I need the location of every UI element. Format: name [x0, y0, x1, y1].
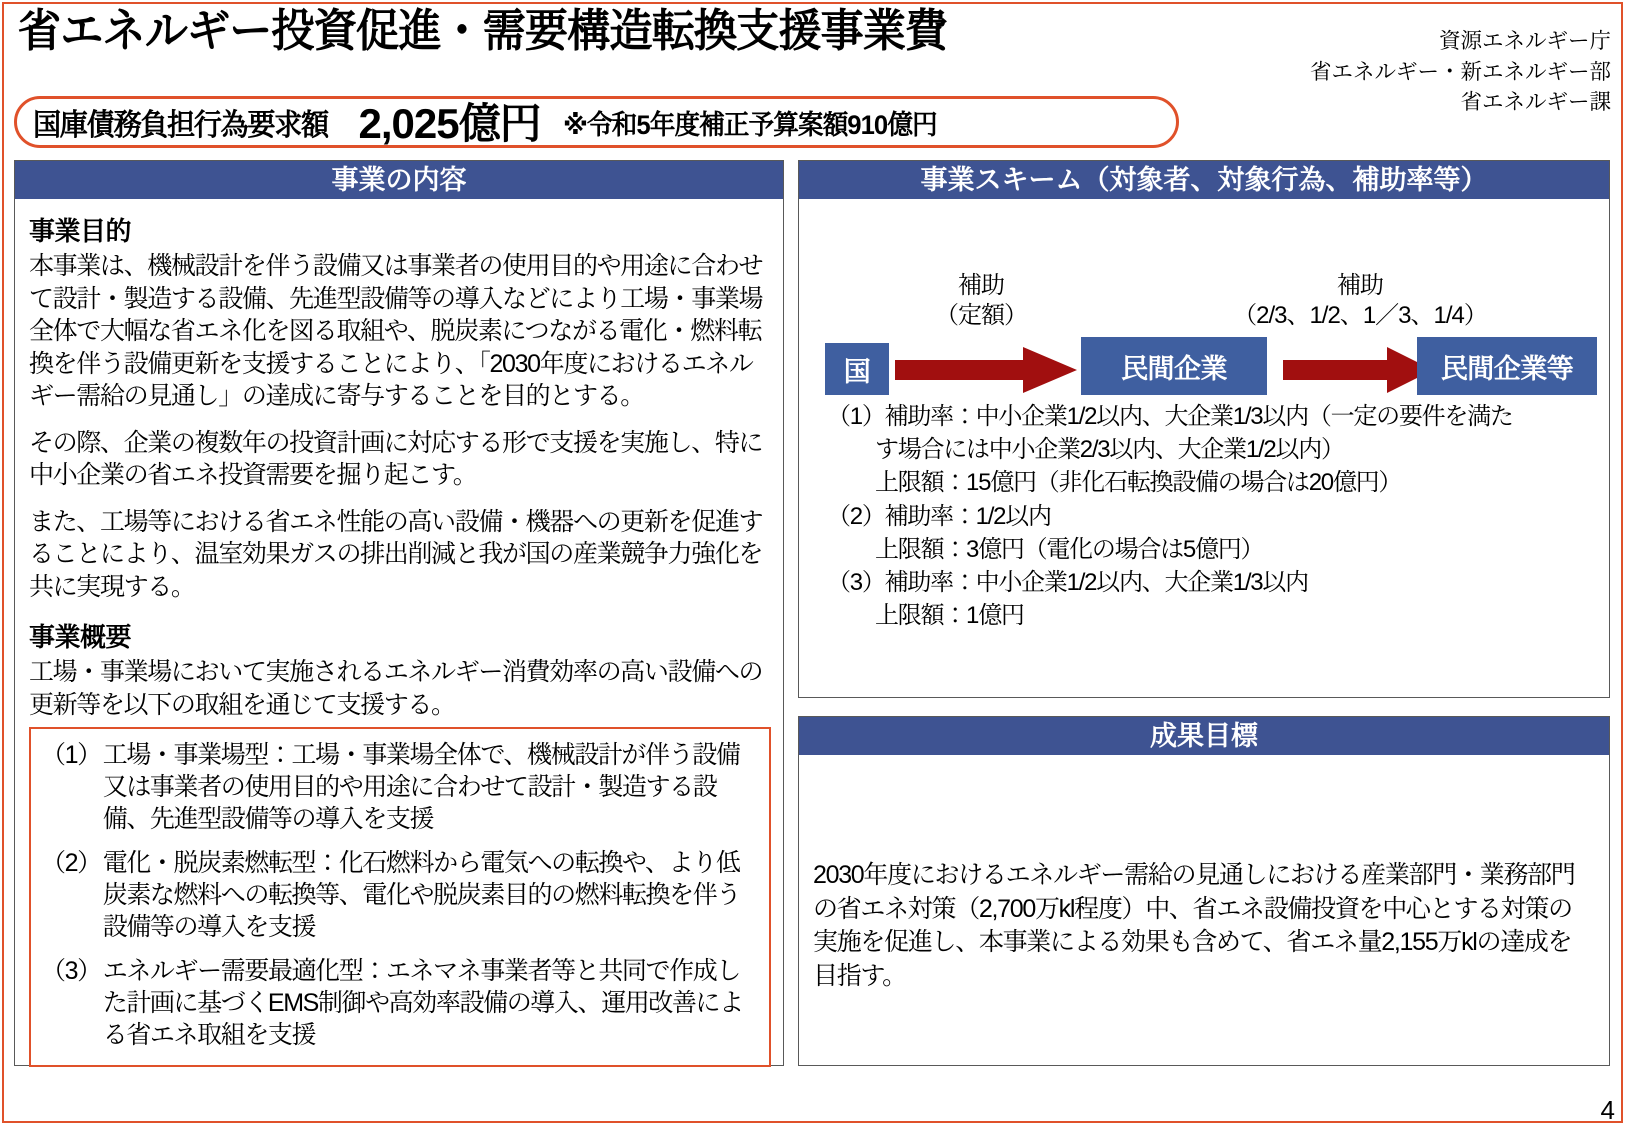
overview-item-number: （1） — [41, 741, 101, 769]
scheme-details-list — [813, 397, 1597, 631]
right-arrow-icon — [895, 347, 1077, 393]
outcome-text: 2030年度におけるエネルギー需給の見通しにおける産業部門・業務部門の省エネ対策（2,700万kl程度）中、省エネ設備投資を中心とする対策の実施を促進し、本事業による効果も含めて、省エネ量2,155万klの達成を目指す。 — [813, 861, 1575, 990]
page-number: 4 — [1600, 1095, 1615, 1125]
node-country: 国 — [825, 343, 889, 395]
node-private-company: 民間企業 — [1081, 337, 1267, 395]
purpose-heading: 事業目的 — [29, 216, 132, 246]
overview-item — [41, 739, 761, 835]
agency-block — [1310, 26, 1611, 118]
scheme-detail-text: 上限額：3億円（電化の場合は5億円） — [875, 535, 1264, 563]
outcome-panel-header: 成果目標 — [799, 717, 1609, 755]
overview-item — [41, 955, 761, 1051]
agency-line-1: 資源エネルギー庁 — [1438, 29, 1611, 53]
budget-banner — [14, 96, 1179, 148]
scheme-detail-number: （2） — [827, 502, 885, 530]
scheme-panel-header: 事業スキーム（対象者、対象行為、補助率等） — [799, 161, 1609, 199]
agency-line-3: 省エネルギー課 — [1460, 90, 1611, 115]
flow-label-1-line2: （定額） — [935, 301, 1027, 329]
outcome-panel-body — [799, 755, 1609, 993]
scheme-detail-number: （3） — [827, 568, 885, 596]
budget-label: 国庫債務負担行為要求額 — [33, 109, 328, 142]
outcome-panel — [798, 716, 1610, 1066]
budget-amount: 2,025億円 — [358, 100, 541, 147]
overview-item-text: エネルギー需要最適化型：エネマネ事業者等と共同で作成した計画に基づくEMS制御や高効率設備の導入、運用改善による省エネ取組を支援 — [102, 957, 743, 1049]
flow-label-2 — [1205, 271, 1515, 331]
scheme-detail-row — [827, 401, 1587, 432]
scheme-detail-number: （1） — [827, 403, 885, 430]
node-private-company-etc: 民間企業等 — [1417, 337, 1597, 395]
flow-label-2-line1: 補助 — [1337, 272, 1383, 299]
scheme-panel-body — [799, 199, 1609, 639]
scheme-detail-text: 上限額：1億円 — [875, 602, 1024, 630]
purpose-paragraph-3: また、工場等における省エネ性能の高い設備・機器への更新を促進することにより、温室効果ガスの排出削減と我が国の産業競争力強化を共に実現する。 — [29, 507, 763, 601]
overview-item-number: （3） — [41, 957, 101, 985]
scheme-diagram — [813, 207, 1597, 397]
page-title: 省エネルギー投資促進・需要構造転換支援事業費 — [18, 5, 948, 56]
overview-item-text: 電化・脱炭素燃転型：化石燃料から電気への転換や、より低炭素な燃料への転換等、電化や脱炭素目的の燃料転換を伴う設備等の導入を支援 — [102, 849, 740, 941]
scheme-panel — [798, 160, 1610, 698]
overview-item — [41, 847, 761, 943]
overview-items-box — [29, 727, 771, 1067]
scheme-detail-text: 上限額：15億円（非化石転換設備の場合は20億円） — [875, 469, 1402, 497]
budget-note: ※令和5年度補正予算案額910億円 — [562, 109, 937, 140]
overview-item-number: （2） — [41, 849, 101, 877]
content-panel-header: 事業の内容 — [15, 161, 783, 199]
scheme-detail-row — [827, 467, 1587, 498]
scheme-detail-text: 補助率：1/2以内 — [884, 502, 1051, 530]
scheme-detail-text: 補助率：中小企業1/2以内、大企業1/3以内 — [884, 568, 1308, 596]
scheme-detail-row — [827, 567, 1587, 598]
scheme-detail-row — [827, 600, 1587, 631]
scheme-detail-row — [827, 501, 1587, 532]
scheme-detail-text: す場合には中小企業2/3以内、大企業1/2以内） — [875, 436, 1344, 464]
content-panel — [14, 160, 784, 1066]
scheme-detail-row — [827, 534, 1587, 565]
scheme-detail-text: 補助率：中小企業1/2以内、大企業1/3以内（一定の要件を満た — [884, 403, 1513, 430]
right-arrow-icon — [1283, 347, 1433, 393]
flow-label-1 — [921, 271, 1041, 331]
flow-label-1-line1: 補助 — [958, 272, 1004, 299]
overview-lead: 工場・事業場において実施されるエネルギー消費効率の高い設備への更新等を以下の取組を通じて支援する。 — [29, 658, 763, 719]
purpose-paragraph-1: 本事業は、機械設計を伴う設備又は事業者の使用目的や用途に合わせて設計・製造する設備、先進型設備等の導入などにより工場・事業場全体で大幅な省エネ化を図る取組や、脱炭素につながる電化・燃料転換を伴う設備更新を支援することにより、「2030年度におけるエネルギー需給の見通し」の達成に寄与することを目的とする。 — [29, 252, 763, 410]
overview-item-text: 工場・事業場型：工場・事業場全体で、機械設計が伴う設備又は事業者の使用目的や用途に合わせて設計・製造する設備、先進型設備等の導入を支援 — [102, 741, 740, 833]
purpose-paragraph-2: その際、企業の複数年の投資計画に対応する形で支援を実施し、特に中小企業の省エネ投資需要を掘り起こす。 — [29, 428, 763, 489]
overview-heading: 事業概要 — [29, 622, 132, 652]
content-panel-body — [15, 199, 783, 1073]
page-header — [0, 0, 1625, 152]
scheme-detail-row — [827, 434, 1587, 465]
agency-line-2: 省エネルギー・新エネルギー部 — [1309, 59, 1611, 84]
flow-label-2-line2: （2/3、1/2、1／3、1/4） — [1233, 301, 1487, 329]
